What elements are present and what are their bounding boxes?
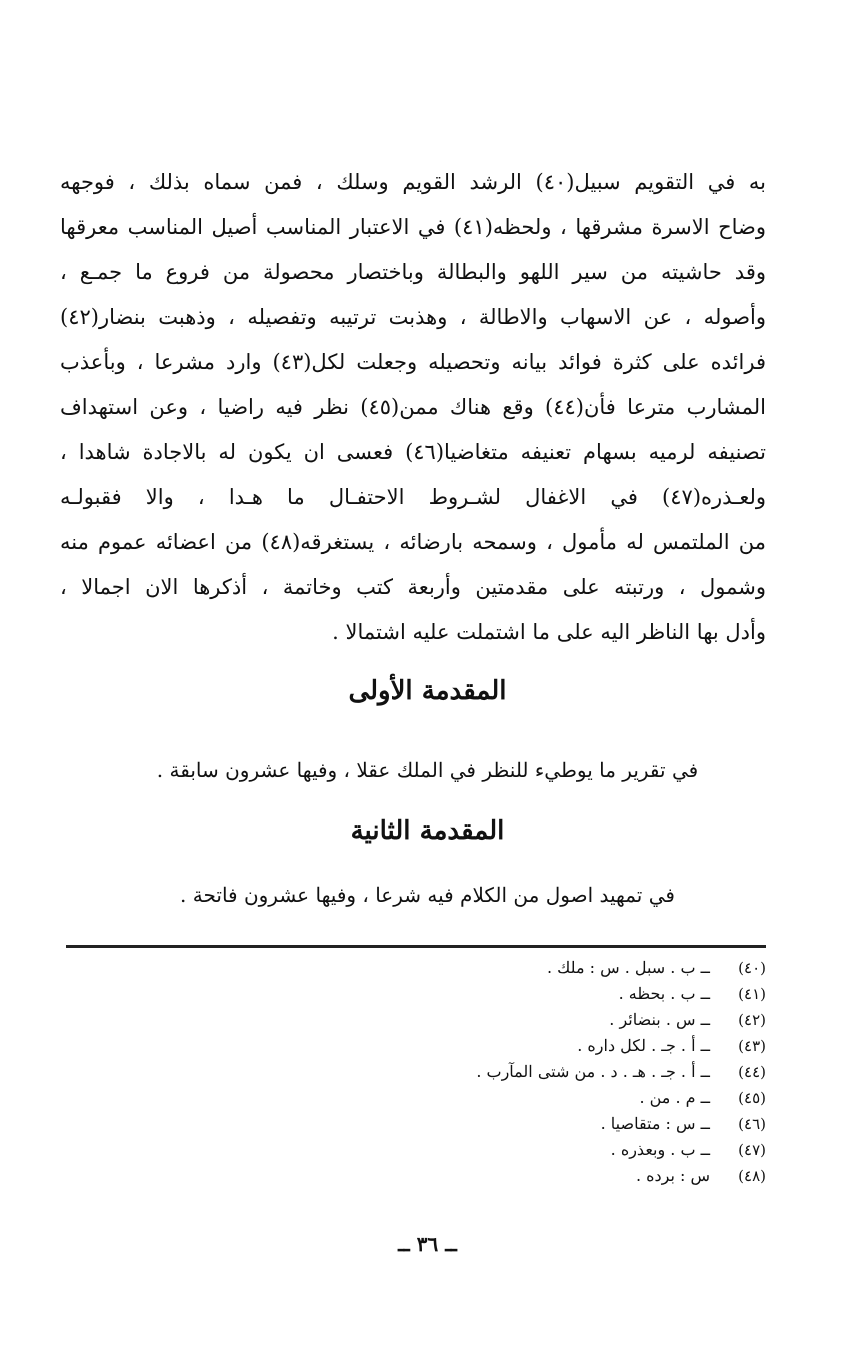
footnote-number: (٤٦) [738,1115,766,1133]
paragraph-line: ولعـذره(٤٧) في الاغفال لشـروط الاحتفـال ما هـدا ، والا فقبولـه [60,485,766,509]
footnote-number: (٤٠) [738,959,766,977]
footnote-number: (٤٣) [738,1037,766,1055]
paragraph-line: المشارب مترعا فأن(٤٤) وقع هناك ممن(٤٥) نظر فيه راضيا ، وعن استهداف [60,395,766,419]
footnote-item [60,1033,766,1059]
footnote-item [60,1059,766,1085]
footnotes-list [60,955,766,1189]
footnote-text: ــ ب . بحظه . [618,984,710,1003]
footnote-number: (٤٨) [738,1167,766,1185]
footnote-text: ــ م . من . [639,1088,710,1107]
paragraph-line: وأصوله ، عن الاسهاب والاطالة ، وهذبت ترتيبه وتفصيله ، وذهبت بنضار(٤٢) [60,305,766,329]
paragraph-line: فرائده على كثرة فوائد بيانه وتحصيله وجعلت لكل(٤٣) وارد مشرعا ، وبأعذب [60,350,766,374]
footnote-text: ــ س : متقاصيا . [600,1114,710,1133]
paragraph-line: وأدل بها الناظر اليه على ما اشتملت عليه اشتمالا . [332,620,766,644]
footnote-text: ــ ب . وبعذره . [610,1140,710,1159]
footnote-item [60,1163,766,1189]
paragraph-line: به في التقويم سبيل(٤٠) الرشد القويم وسلك ، فمن سماه بذلك ، فوجهه [60,170,766,194]
paragraph-line: وقد حاشيته من سير اللهو والبطالة وباختصار محصولة من فروع ما جمـع ، [60,260,766,284]
main-paragraph [60,160,766,655]
footnote-number: (٤١) [738,985,766,1003]
footnote-text: س : برده . [635,1166,710,1185]
footnote-text: ــ أ . جـ . هـ . د . من شتى المآرب . [476,1062,710,1081]
footnote-number: (٤٥) [738,1089,766,1107]
footnote-item [60,1085,766,1111]
paragraph-line: تصنيفه لرميه بسهام تعنيفه متغاضيا(٤٦) فعسى ان يكون له بالاجادة شاهدا ، [60,440,766,464]
footnote-item [60,1111,766,1137]
footnote-number: (٤٢) [738,1011,766,1029]
footnote-divider [66,945,766,948]
paragraph-line: وشمول ، ورتبته على مقدمتين وأربعة كتب وخاتمة ، أذكرها الان اجمالا ، [60,575,766,599]
footnote-item [60,955,766,981]
footnote-item [60,1007,766,1033]
footnote-text: ــ ب . سبل . س : ملك . [546,958,710,977]
paragraph-line: وضاح الاسرة مشرقها ، ولحظه(٤١) في الاعتبار المناسب أصيل المناسب معرقها [60,215,766,239]
section-description-second-introduction: في تمهيد اصول من الكلام فيه شرعا ، وفيها عشرون فاتحة . [180,883,675,907]
section-heading-second-introduction: المقدمة الثانية [350,816,505,846]
section-heading-first-introduction: المقدمة الأولى [348,676,507,706]
page-number: ــ ٣٦ ــ [398,1232,457,1256]
footnote-text: ــ س . بنضائر . [609,1010,710,1029]
footnote-item [60,981,766,1007]
footnote-item [60,1137,766,1163]
paragraph-line: من الملتمس له مأمول ، وسمحه بارضائه ، يستغرقه(٤٨) من اعضائه عموم منه [60,530,766,554]
footnote-number: (٤٧) [738,1141,766,1159]
footnote-number: (٤٤) [738,1063,766,1081]
section-description-first-introduction: في تقرير ما يوطيء للنظر في الملك عقلا ، وفيها عشرون سابقة . [156,758,699,782]
footnote-text: ــ أ . جـ . لكل داره . [577,1036,710,1055]
